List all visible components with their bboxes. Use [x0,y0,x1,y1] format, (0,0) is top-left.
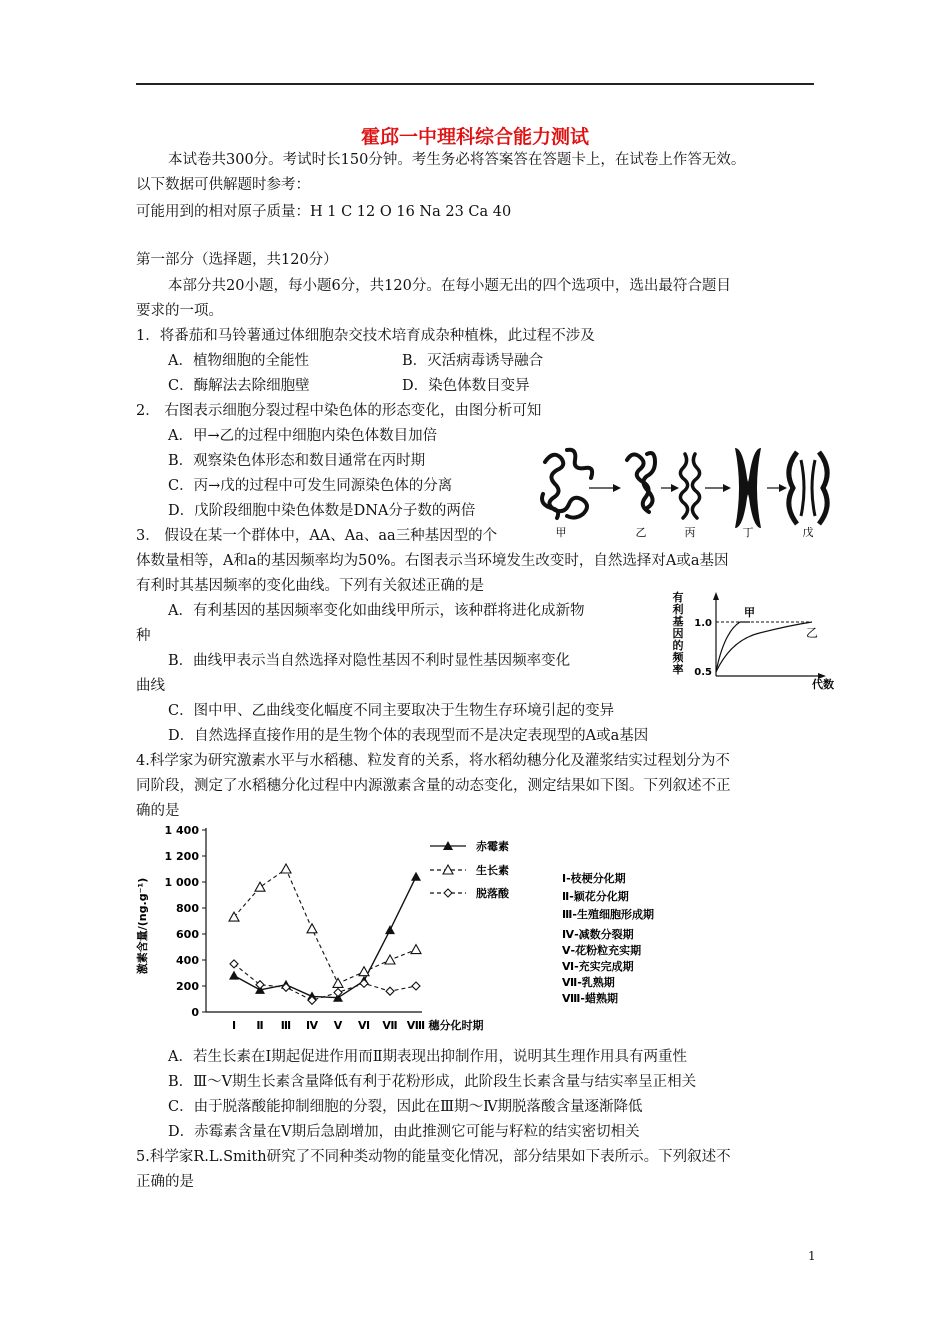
header-rule [136,83,814,85]
svg-text:Ⅷ-蜡熟期: Ⅷ-蜡熟期 [562,992,618,1005]
series-legend [430,839,510,900]
svg-text:的: 的 [672,639,684,652]
svg-text:因: 因 [672,627,684,640]
tick-1-0: 1.0 [694,618,712,629]
x-tick-label: Ⅳ [305,1019,319,1032]
svg-text:Ⅰ-枝梗分化期: Ⅰ-枝梗分化期 [562,872,626,885]
x-tick-label: Ⅲ [280,1019,292,1032]
hormone-xlabel: 穗分化时期 [428,1019,484,1032]
q3-option-a-1: A．有利基因的基因频率变化如曲线甲所示，该种群将进化成新物 [168,603,585,619]
q5-stem-2: 正确的是 [136,1174,194,1190]
legend-abscisic-acid: 脱落酸 [476,887,509,900]
chromatin-yi [627,453,655,512]
data-point-1-5 [359,967,369,976]
svg-text:Ⅱ-颖花分化期: Ⅱ-颖花分化期 [562,890,629,903]
x-tick-label: Ⅷ [406,1019,426,1032]
y-tick-label: 600 [176,928,199,941]
stage-label-bing: 丙 [684,526,696,539]
svg-text:率: 率 [672,663,684,676]
x-tick-label: Ⅶ [382,1019,398,1032]
q4-option-b: B．Ⅲ～Ⅴ期生长素含量降低有利于花粉形成，此阶段生长素含量与结实率呈正相关 [168,1074,697,1090]
hormone-ylabel: 激素含量/(ng.g⁻¹) [136,877,149,975]
y-tick-label: 0 [191,1006,199,1019]
data-point-1-6 [385,955,395,964]
data-point-1-7 [411,945,421,954]
legend-auxin: 生长素 [476,864,509,877]
data-point-0-6 [385,925,395,934]
chromatin-bing [680,454,699,518]
q4-stem-1: 4.科学家为研究激素水平与水稻穗、粒发育的关系，将水稻幼穗分化及灌浆结实过程划分为不 [136,753,730,769]
svg-text:有: 有 [672,591,684,604]
q2-stem: 2． 右图表示细胞分裂过程中染色体的形态变化，由图分析可知 [136,403,542,419]
data-point-1-4 [333,978,343,987]
intro-line-2: 以下数据可供解题时参考： [136,177,310,193]
legend-gibberellin: 赤霉素 [476,840,509,853]
part1-desc-2: 要求的一项。 [136,303,223,319]
svg-text:基: 基 [672,615,684,628]
x-tick-label: Ⅴ [333,1019,343,1032]
q1-stem: 1．将番茄和马铃薯通过体细胞杂交技术培育成杂种植株，此过程不涉及 [136,328,595,344]
stage-legend [562,871,654,1005]
q3-stem-1: 3． 假设在某一个群体中，AA、Aa、aa三种基因型的个 [136,528,498,544]
x-tick-label: Ⅱ [256,1019,264,1032]
page-number: 1 [808,1249,816,1263]
q1-option-c: C．酶解法去除细胞壁 [168,378,310,394]
data-point-0-7 [411,872,421,881]
q4-option-c: C．由于脱落酸能抑制细胞的分裂，因此在Ⅲ期～Ⅳ期脱落酸含量逐渐降低 [168,1099,643,1115]
q4-option-d: D．赤霉素含量在Ⅴ期后急剧增加，由此推测它可能与籽粒的结实密切相关 [168,1124,640,1140]
series-line-0 [234,877,416,998]
y-tick-label: 400 [176,954,199,967]
svg-text:利: 利 [672,603,684,616]
data-point-2-7 [412,982,420,990]
chromatin-jia [542,450,592,518]
q2-option-d: D．戊阶段细胞中染色体数是DNA分子数的两倍 [168,503,476,519]
part1-header: 第一部分（选择题，共120分） [136,252,338,268]
intro-line-1: 本试卷共300分。考试时长150分钟。考生务必将答案答在答题卡上，在试卷上作答无效。 [168,152,746,168]
part1-desc-1: 本部分共20小题，每小题6分，共120分。在每小题无出的四个选项中，选出最符合题目 [168,278,731,294]
hormone-chart [130,816,690,1038]
curve-label-jia: 甲 [744,606,755,619]
q3-option-b-1: B．曲线甲表示当自然选择对隐性基因不利时显性基因频率变化 [168,653,571,669]
q1-option-a: A．植物细胞的全能性 [168,353,309,369]
q5-stem-1: 5.科学家R.L.Smith研究了不同种类动物的能量变化情况，部分结果如下表所示。下列叙述不 [136,1149,731,1165]
curve-yi [716,622,812,672]
data-point-2-2 [282,983,290,991]
q1-option-d: D．染色体数目变异 [402,378,530,394]
stage-label-ding: 丁 [742,526,754,539]
chromosome-figure [535,440,835,540]
q3-option-a-2: 种 [136,628,151,644]
q4-option-a: A．若生长素在Ⅰ期起促进作用而Ⅱ期表现出抑制作用，说明其生理作用具有两重性 [168,1049,688,1065]
svg-text:Ⅵ-充实完成期: Ⅵ-充实完成期 [562,960,634,973]
freq-ylabel [672,590,685,676]
gene-frequency-figure [660,590,845,695]
q4-stem-2: 同阶段，测定了水稻穗分化过程中内源激素含量的动态变化，测定结果如下图。下列叙述不正 [136,778,731,794]
intro-line-3: 可能用到的相对原子质量：H 1 C 12 O 16 Na 23 Ca 40 [136,204,512,220]
q1-option-b: B．灭活病毒诱导融合 [402,353,544,369]
xlabel-generations: 代数 [812,678,834,691]
data-point-1-0 [229,912,239,921]
tick-0-5: 0.5 [694,667,712,678]
svg-text:Ⅲ-生殖细胞形成期: Ⅲ-生殖细胞形成期 [562,908,654,921]
q3-option-d: D．自然选择直接作用的是生物个体的表现型而不是决定表现型的A或a基因 [168,728,649,744]
page-title: 霍邱一中理科综合能力测试 [360,126,589,148]
data-point-0-0 [229,971,239,980]
q3-option-c: C．图中甲、乙曲线变化幅度不同主要取决于生物生存环境引起的变异 [168,703,615,719]
stage-label-yi: 乙 [635,526,647,539]
q3-option-b-2: 曲线 [136,678,165,694]
q4-stem-3: 确的是 [136,803,180,819]
y-tick-label: 1 000 [164,876,199,889]
y-tick-label: 800 [176,902,199,915]
q2-option-b: B．观察染色体形态和数目通常在丙时期 [168,453,426,469]
stage-label-jia: 甲 [555,526,567,539]
svg-text:Ⅳ-减数分裂期: Ⅳ-减数分裂期 [562,928,634,941]
data-point-2-5 [360,979,368,987]
stage-label-wu: 戊 [802,526,814,539]
y-tick-label: 1 200 [164,850,199,863]
data-point-2-6 [386,987,394,995]
data-point-1-1 [255,882,265,891]
svg-text:Ⅴ-花粉粒充实期: Ⅴ-花粉粒充实期 [562,944,642,957]
curve-label-yi: 乙 [806,626,819,640]
x-tick-label: Ⅰ [231,1019,237,1032]
q2-option-a: A．甲→乙的过程中细胞内染色体数目加倍 [168,428,438,444]
svg-text:Ⅶ-乳熟期: Ⅶ-乳熟期 [562,976,615,989]
x-tick-label: Ⅵ [357,1019,371,1032]
svg-text:频: 频 [672,651,684,664]
q2-option-c: C．丙→戊的过程中可发生同源染色体的分离 [168,478,453,494]
data-point-1-2 [281,864,291,873]
q3-stem-2: 体数量相等，A和a的基因频率均为50%。右图表示当环境发生改变时，自然选择对A或a基因 [136,553,729,569]
data-point-1-3 [307,924,317,933]
y-tick-label: 1 400 [164,824,199,837]
chromosome-wu [789,452,827,524]
q3-stem-3: 有利时其基因频率的变化曲线。下列有关叙述正确的是 [136,578,484,594]
y-tick-label: 200 [176,980,199,993]
chromosome-ding [735,448,761,528]
